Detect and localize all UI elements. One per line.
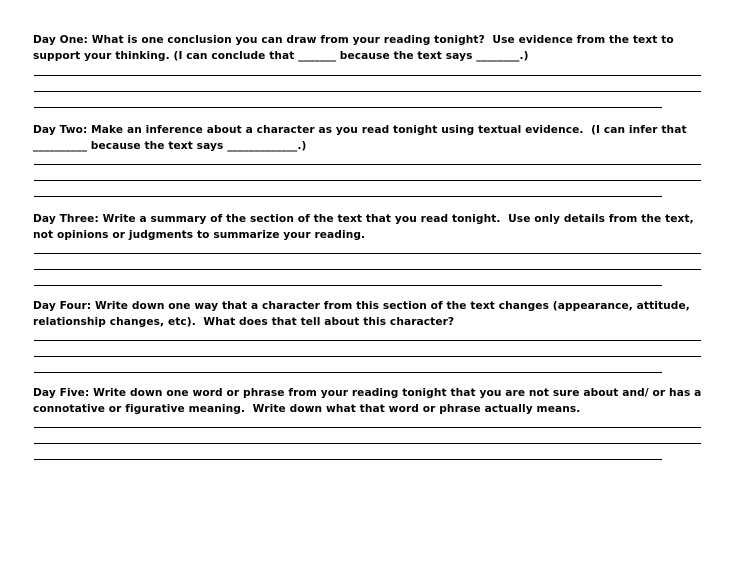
answer-line[interactable]: [34, 340, 701, 341]
prompt-day-four: Day Four: Write down one way that a character from this section of the text changes (appearance, attitude, relationship changes, etc). What does that tell about this character?: [33, 300, 694, 328]
answer-line[interactable]: [34, 459, 662, 460]
answer-line[interactable]: [34, 285, 662, 286]
answer-line[interactable]: [34, 269, 701, 270]
prompt-day-three: Day Three: Write a summary of the section of the text that you read tonight. Use only details from the text, not opinions or judgments to summarize your reading.: [33, 213, 698, 241]
answer-line[interactable]: [34, 372, 662, 373]
answer-line[interactable]: [34, 427, 701, 428]
prompt-day-two: Day Two: Make an inference about a character as you read tonight using textual evidence. (I can infer that __________ because the text says _____________.): [33, 124, 691, 152]
prompt-day-one: Day One: What is one conclusion you can draw from your reading tonight? Use evidence from the text to support your thinking. (I can conclude that _______ because the text says ________.): [33, 34, 678, 62]
answer-line[interactable]: [34, 107, 662, 108]
answer-line[interactable]: [34, 164, 701, 165]
answer-line[interactable]: [34, 196, 662, 197]
answer-line[interactable]: [34, 253, 701, 254]
answer-line[interactable]: [34, 356, 701, 357]
answer-line[interactable]: [34, 91, 701, 92]
answer-line[interactable]: [34, 180, 701, 181]
prompt-day-five: Day Five: Write down one word or phrase from your reading tonight that you are not sure about and/ or has a connotative or figurative meaning. Write down what that word or phrase actually means.: [33, 387, 706, 415]
answer-line[interactable]: [34, 443, 701, 444]
answer-line[interactable]: [34, 75, 701, 76]
